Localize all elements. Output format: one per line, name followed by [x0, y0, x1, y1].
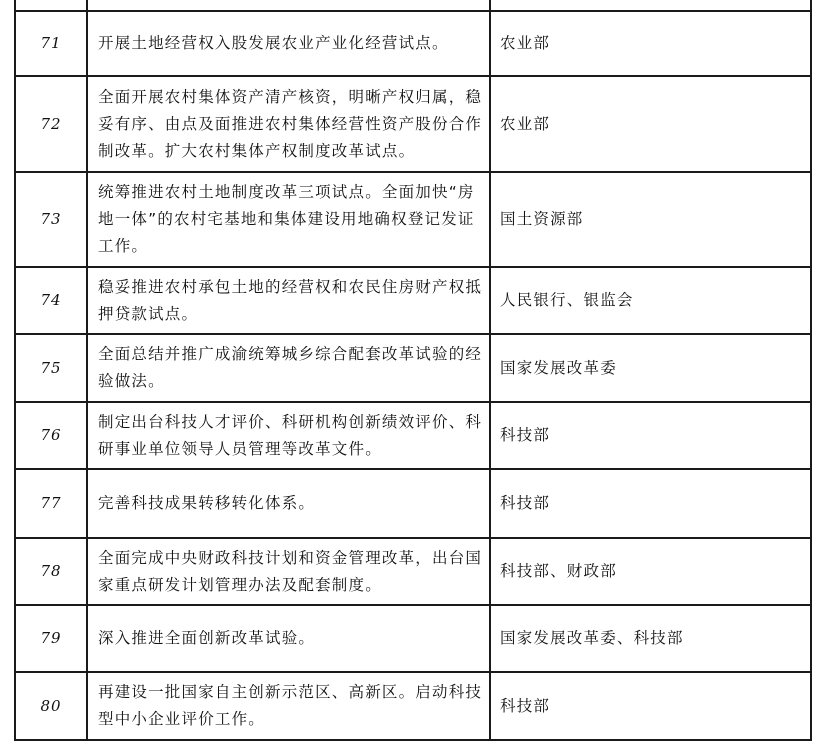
task-text: 全面总结并推广成渝统筹城乡综合配套改革试验的经验做法。 — [98, 345, 483, 390]
task-cell — [87, 402, 490, 469]
department-cell: 人民银行、银监会 — [490, 267, 811, 334]
row-number-cell: 80 — [15, 672, 87, 740]
row-number-cell: 74 — [15, 267, 87, 334]
table-row — [15, 0, 811, 11]
task-text: 全面开展农村集体资产清产核资，明晰产权归属，稳妥有序、由点及面推进农村集体经营性资产股份合作制改革。扩大农村集体产权制度改革试点。 — [98, 87, 483, 160]
department-cell: 科技部 — [490, 469, 811, 538]
task-text: 开展土地经营权入股发展农业产业化经营试点。 — [98, 34, 449, 52]
task-text: 深入推进全面创新改革试验。 — [98, 629, 316, 647]
task-cell — [87, 605, 490, 672]
table-row — [15, 334, 811, 402]
task-cell — [87, 538, 490, 605]
row-number-cell: 71 — [15, 11, 87, 76]
task-cell — [87, 469, 490, 538]
department-cell: 国家发展改革委、科技部 — [490, 605, 811, 672]
row-number-cell: 72 — [15, 76, 87, 172]
task-text: 完善科技成果转移转化体系。 — [98, 494, 316, 512]
table-row — [15, 538, 811, 605]
row-number-cell: 78 — [15, 538, 87, 605]
table-row — [15, 605, 811, 672]
department-cell: 科技部、财政部 — [490, 538, 811, 605]
table-row — [15, 267, 811, 334]
department-cell: 农业部 — [490, 11, 811, 76]
task-text: 再建设一批国家自主创新示范区、高新区。启动科技型中小企业评价工作。 — [98, 683, 483, 728]
table-row — [15, 672, 811, 740]
row-number-cell: 73 — [15, 172, 87, 267]
task-cell — [87, 172, 490, 267]
department-cell: 农业部 — [490, 76, 811, 172]
reform-task-table — [14, 0, 812, 741]
task-cell — [87, 334, 490, 402]
department-cell: 科技部 — [490, 402, 811, 469]
table-row — [15, 76, 811, 172]
department-cell: 科技部 — [490, 672, 811, 740]
task-cell — [87, 76, 490, 172]
table-row — [15, 11, 811, 76]
row-number-cell — [15, 0, 87, 11]
task-cell — [87, 11, 490, 76]
task-text: 稳妥推进农村承包土地的经营权和农民住房财产权抵押贷款试点。 — [98, 277, 483, 323]
table-row — [15, 402, 811, 469]
task-table-page — [14, 0, 810, 741]
row-number-cell: 76 — [15, 402, 87, 469]
task-text: 统筹推进农村土地制度改革三项试点。全面加快“房地一体”的农村宅基地和集体建设用地确权登记发证工作。 — [98, 183, 475, 255]
task-cell — [87, 672, 490, 740]
department-cell: 国土资源部 — [490, 172, 811, 267]
department-cell — [490, 0, 811, 11]
row-number-cell: 75 — [15, 334, 87, 402]
task-cell — [87, 0, 490, 11]
table-row — [15, 172, 811, 267]
table-row — [15, 469, 811, 538]
task-text: 制定出台科技人才评价、科研机构创新绩效评价、科研事业单位领导人员管理等改革文件。 — [98, 412, 483, 458]
row-number-cell: 77 — [15, 469, 87, 538]
task-text: 全面完成中央财政科技计划和资金管理改革，出台国家重点研发计划管理办法及配套制度。 — [98, 548, 483, 594]
department-cell: 国家发展改革委 — [490, 334, 811, 402]
row-number-cell: 79 — [15, 605, 87, 672]
task-cell — [87, 267, 490, 334]
